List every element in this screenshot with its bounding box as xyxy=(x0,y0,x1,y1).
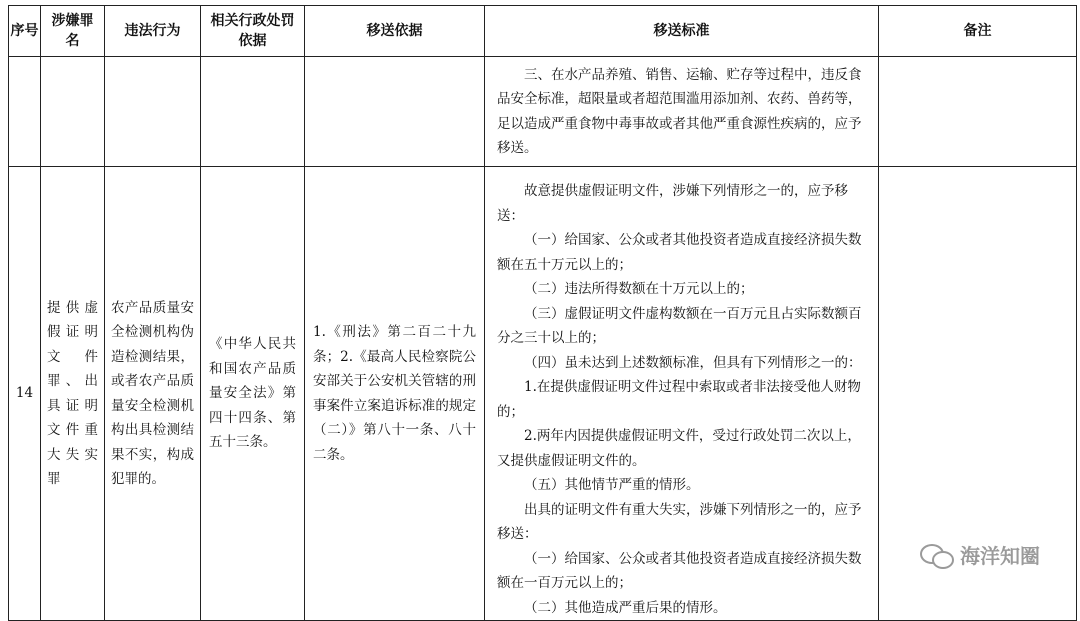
cell-transfer-basis: 1.《刑法》第二百二十九条；2.《最高人民检察院公安部关于公安机关管辖的刑事案件立案追诉标准的规定（二）》第八十一条、八十二条。 xyxy=(305,167,485,621)
header-cell: 移送依据 xyxy=(305,6,485,57)
standard-paragraph: 三、在水产品养殖、销售、运输、贮存等过程中，违反食品安全标准，超限量或者超范围滥用添加剂、农药、兽药等，足以造成严重食物中毒事故或者其他严重食源性疾病的，应予移送。 xyxy=(497,66,862,156)
table-header-row xyxy=(9,6,1077,57)
standard-paragraph: 故意提供虚假证明文件，涉嫌下列情形之一的，应予移送： xyxy=(497,183,848,224)
standard-paragraph: 出具的证明文件有重大失实，涉嫌下列情形之一的，应予移送： xyxy=(497,501,862,542)
cell-admin-basis: 《中华人民共和国农产品质量安全法》第四十四条、第五十三条。 xyxy=(201,167,305,621)
cell-act xyxy=(105,57,201,167)
standard-paragraph: （三）虚假证明文件虚构数额在一百万元且占实际数额百分之三十以上的； xyxy=(497,305,862,346)
cell-note xyxy=(879,57,1077,167)
standard-paragraph: （一）给国家、公众或者其他投资者造成直接经济损失数额在一百万元以上的； xyxy=(497,550,862,591)
standard-paragraph: 2.两年内因提供虚假证明文件，受过行政处罚二次以上，又提供虚假证明文件的。 xyxy=(497,428,861,469)
cell-transfer-basis xyxy=(305,57,485,167)
header-cell: 移送标准 xyxy=(485,6,879,57)
watermark xyxy=(920,540,1040,569)
standard-paragraph: （五）其他情节严重的情形。 xyxy=(524,477,700,493)
header-cell: 涉嫌罪名 xyxy=(41,6,105,57)
standard-paragraph: （一）给国家、公众或者其他投资者造成直接经济损失数额在五十万元以上的； xyxy=(497,232,862,273)
cell-act: 农产品质量安全检测机构伪造检测结果，或者农产品质量安全检测机构出具检测结果不实，构成犯罪的。 xyxy=(105,167,201,621)
standard-paragraph: （四）虽未达到上述数额标准，但具有下列情形之一的： xyxy=(524,354,862,371)
cell-admin-basis xyxy=(201,57,305,167)
document-table xyxy=(8,5,1077,621)
header-cell: 备注 xyxy=(879,6,1077,57)
standard-paragraph: （二）其他造成严重后果的情形。 xyxy=(524,599,727,616)
cell-crime: 提供虚假证明文件罪、出具证明文件重大失实罪 xyxy=(41,167,105,621)
wechat-icon xyxy=(920,542,954,568)
cell-crime xyxy=(41,57,105,167)
header-cell: 序号 xyxy=(9,6,41,57)
standard-paragraph: 1.在提供虚假证明文件过程中索取或者非法接受他人财物的； xyxy=(497,379,861,420)
standard-paragraph: （二）违法所得数额在十万元以上的； xyxy=(524,281,754,297)
cell-standard xyxy=(485,57,879,167)
header-cell: 违法行为 xyxy=(105,6,201,57)
cell-no: 14 xyxy=(9,167,41,621)
watermark-text: 海洋知圈 xyxy=(960,544,1040,568)
table-row xyxy=(9,57,1077,167)
header-cell: 相关行政处罚依据 xyxy=(201,6,305,57)
cell-no xyxy=(9,57,41,167)
cell-standard xyxy=(485,167,879,621)
table-row xyxy=(9,167,1077,621)
